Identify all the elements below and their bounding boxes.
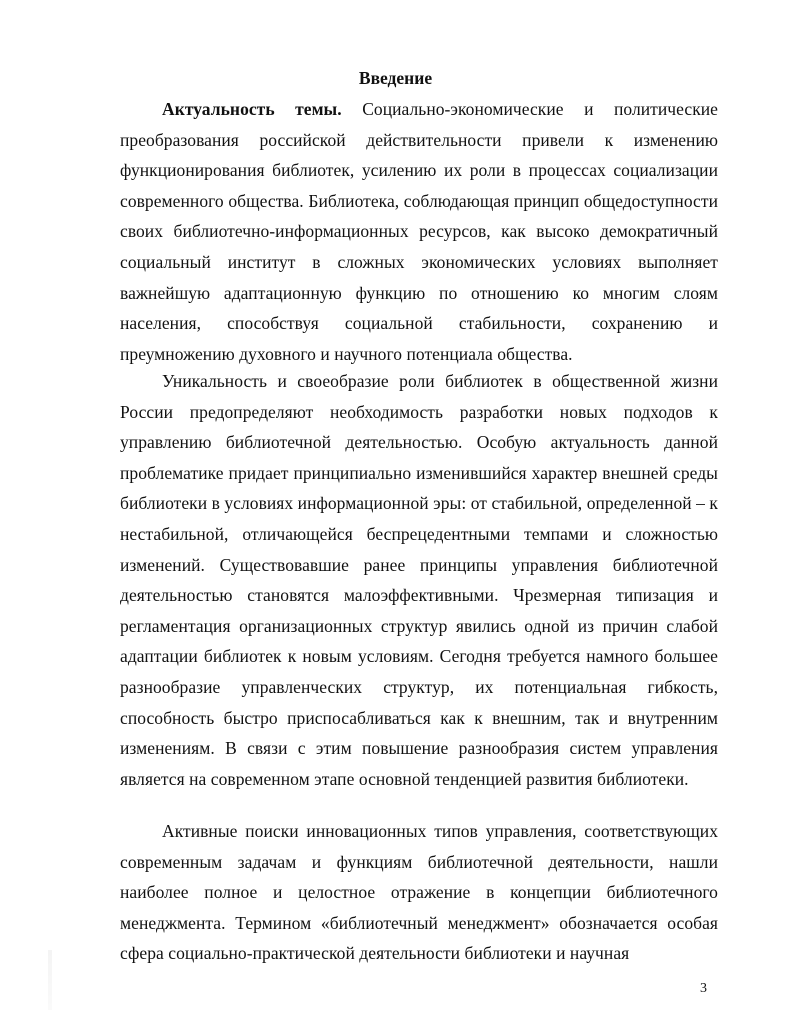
- page-number: 3: [700, 981, 707, 996]
- paragraph-text: Социально-экономические и политические преобразования российской действительности привели к изменению функционирования библиотек, усилению их роли в процессах социализации современного общества. Библиотека, соблюдающая принцип общедоступности своих библиотечно-информационных ресурсов, как высоко демократичный социальный институт в сложных экономических условиях выполняет важнейшую адаптационную функцию по отношению ко многим слоям населения, способствуя социальной стабильности, сохранению и преумножению духовного и научного потенциала общества.: [120, 99, 718, 364]
- section-title: Введение: [358, 68, 433, 88]
- scan-edge-mark: [48, 950, 52, 1010]
- paragraph-relevance: [120, 94, 718, 369]
- paragraph-innovation: Активные поиски инновационных типов управления, соответствующих современным задачам и функциям библиотечной деятельности, нашли наиболее полное и целостное отражение в концепции библиотечного менеджмента. Термином «библиотечный менеджмент» обозначается особая сфера социально-практической деятельности библиотеки и научная: [120, 821, 718, 964]
- paragraph-lead: Актуальность темы.: [162, 99, 342, 119]
- paragraph-uniqueness: Уникальность и своеобразие роли библиотек в общественной жизни России предопределяют необходимость разработки новых подходов к управлению библиотечной деятельностью. Особую актуальность данной проблематике придает принципиально изменившийся характер внешней среды библиотеки в условиях информационной эры: от стабильной, определенной – к нестабильной, отличающейся беспрецедентными темпами и сложностью изменений. Существовавшие ранее принципы управления библиотечной деятельностью становятся малоэффективными. Чрезмерная типизация и регламентация организационных структур явились одной из причин слабой адаптации библиотек к новым условиям. Сегодня требуется намного большее разнообразие управленческих структур, их потенциальная гибкость, способность быстро приспосабливаться как к внешним, так и внутренним изменениям. В связи с этим повышение разнообразия систем управления является на современном этапе основной тенденцией развития библиотеки.: [120, 371, 718, 789]
